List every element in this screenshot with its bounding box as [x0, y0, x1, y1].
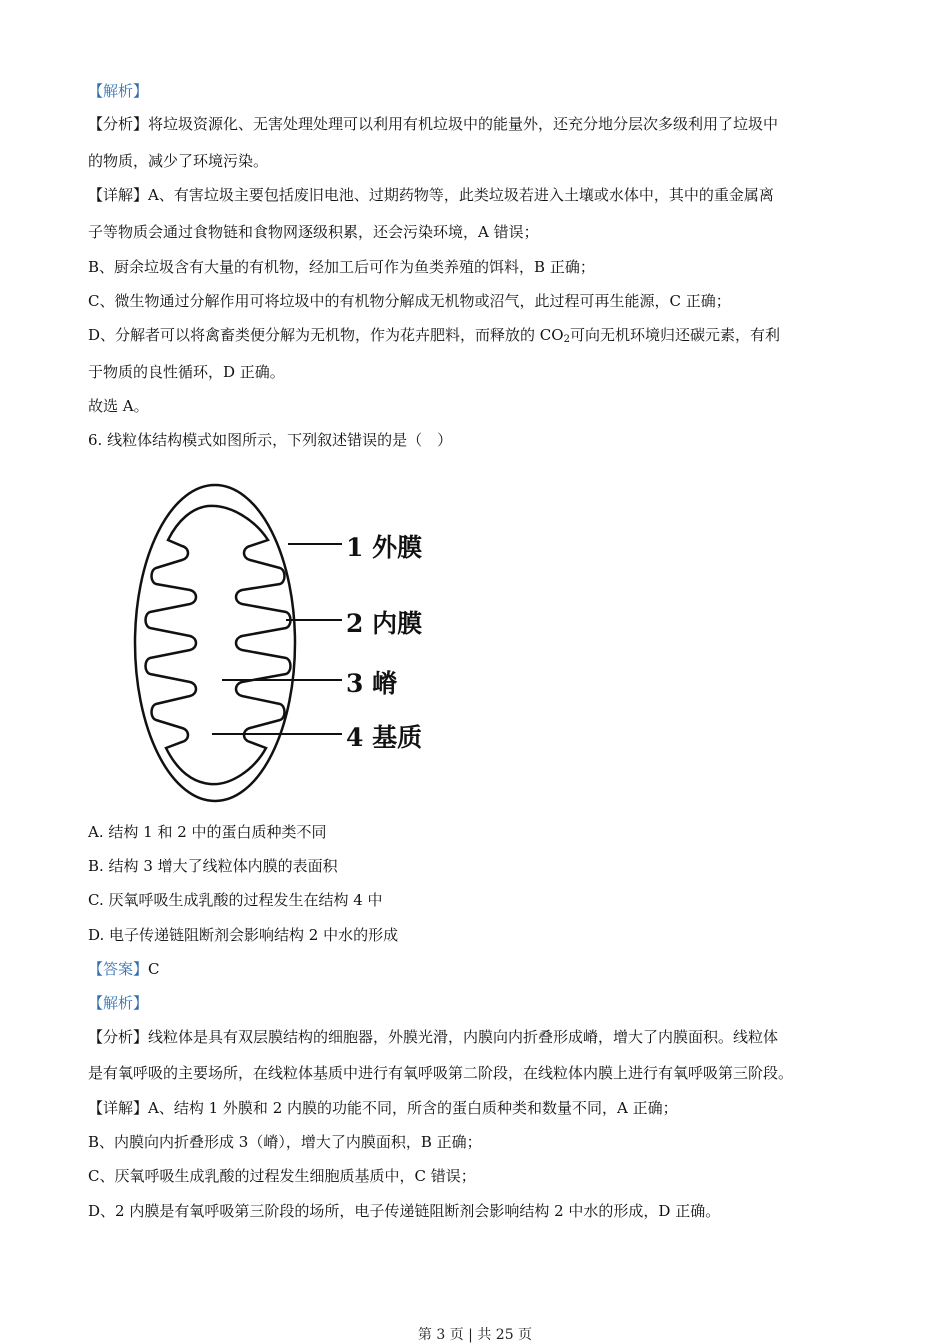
outer-membrane-shape — [135, 485, 295, 801]
option-d: D. 电子传递链阻断剂会影响结构 2 中水的形成 — [88, 926, 399, 944]
answer-tag: 【答案】 — [88, 960, 149, 978]
q6-analysis-line-2: 是有氧呼吸的主要场所，在线粒体基质中进行有氧呼吸第二阶段，在线粒体内膜上进行有氧呼吸第三阶段。 — [88, 1064, 794, 1082]
q5-analysis-line-1 — [88, 113, 878, 135]
answer-value: C — [148, 960, 160, 978]
detail-d-post: 可向无机环境归还碳元素，有利 — [569, 326, 780, 344]
q5-analysis-line-2: 的物质，减少了环境污染。 — [88, 152, 269, 170]
q6-detail-d: D、2 内膜是有氧呼吸第三阶段的场所，电子传递链阻断剂会影响结构 2 中水的形成，D 正确。 — [88, 1202, 721, 1220]
analysis-tag: 【分析】 — [88, 115, 149, 133]
q6-explain-tag: 【解析】 — [88, 994, 149, 1012]
analysis-text: 将垃圾资源化、无害处理处理可以利用有机垃圾中的能量外，还充分地分层次多级利用了垃圾中 — [148, 115, 779, 133]
label-inner-membrane: 2 内膜 — [346, 609, 423, 638]
page-footer: 第 3 页 | 共 25 页 — [417, 1327, 533, 1343]
co2-subscript: 2 — [563, 334, 570, 345]
q5-detail-line-1 — [88, 184, 878, 206]
detail-d-pre: D、分解者可以将禽畜类便分解为无机物，作为花卉肥料，而释放的 CO — [88, 326, 564, 344]
q5-detail-d-line-1 — [88, 324, 878, 351]
q5-detail-line-2: 子等物质会通过食物链和食物网逐级积累，还会污染环境，A 错误； — [88, 223, 539, 241]
q5-detail-c: C、微生物通过分解作用可将垃圾中的有机物分解成无机物或沼气，此过程可再生能源，C 正确； — [88, 292, 731, 310]
q6-detail-b: B、内膜向内折叠形成 3（嵴），增大了内膜面积，B 正确； — [88, 1133, 482, 1151]
detail-tag: 【详解】 — [88, 1099, 149, 1117]
q6-detail-c: C、厌氧呼吸生成乳酸的过程发生细胞质基质中，C 错误； — [88, 1167, 476, 1185]
detail-text: A、结构 1 外膜和 2 内膜的功能不同，所含的蛋白质种类和数量不同，A 正确； — [148, 1099, 678, 1117]
option-a: A. 结构 1 和 2 中的蛋白质种类不同 — [88, 823, 327, 841]
q6-detail-a — [88, 1097, 878, 1119]
explain-tag: 【解析】 — [88, 82, 149, 100]
answer-line — [88, 958, 878, 980]
mitochondrion-diagram — [130, 478, 450, 808]
analysis-text: 线粒体是具有双层膜结构的细胞器，外膜光滑，内膜向内折叠形成嵴，增大了内膜面积。线粒体 — [148, 1028, 779, 1046]
detail-tag: 【详解】 — [88, 186, 149, 204]
label-outer-membrane: 1 外膜 — [346, 533, 423, 562]
q6-stem: 6. 线粒体结构模式如图所示，下列叙述错误的是（ ） — [88, 431, 453, 449]
option-c: C. 厌氧呼吸生成乳酸的过程发生在结构 4 中 — [88, 891, 383, 909]
option-b: B. 结构 3 增大了线粒体内膜的表面积 — [88, 857, 338, 875]
label-matrix: 4 基质 — [346, 723, 423, 752]
detail-text: A、有害垃圾主要包括废旧电池、过期药物等，此类垃圾若进入土壤或水体中，其中的重金属离 — [148, 186, 774, 204]
q5-detail-d-line-2: 于物质的良性循环，D 正确。 — [88, 363, 285, 381]
inner-membrane-shape — [146, 506, 291, 784]
analysis-tag: 【分析】 — [88, 1028, 149, 1046]
label-cristae: 3 嵴 — [346, 669, 398, 698]
q6-analysis-line-1 — [88, 1026, 878, 1048]
q5-conclusion: 故选 A。 — [88, 397, 149, 415]
q5-detail-b: B、厨余垃圾含有大量的有机物，经加工后可作为鱼类养殖的饵料，B 正确； — [88, 258, 595, 276]
